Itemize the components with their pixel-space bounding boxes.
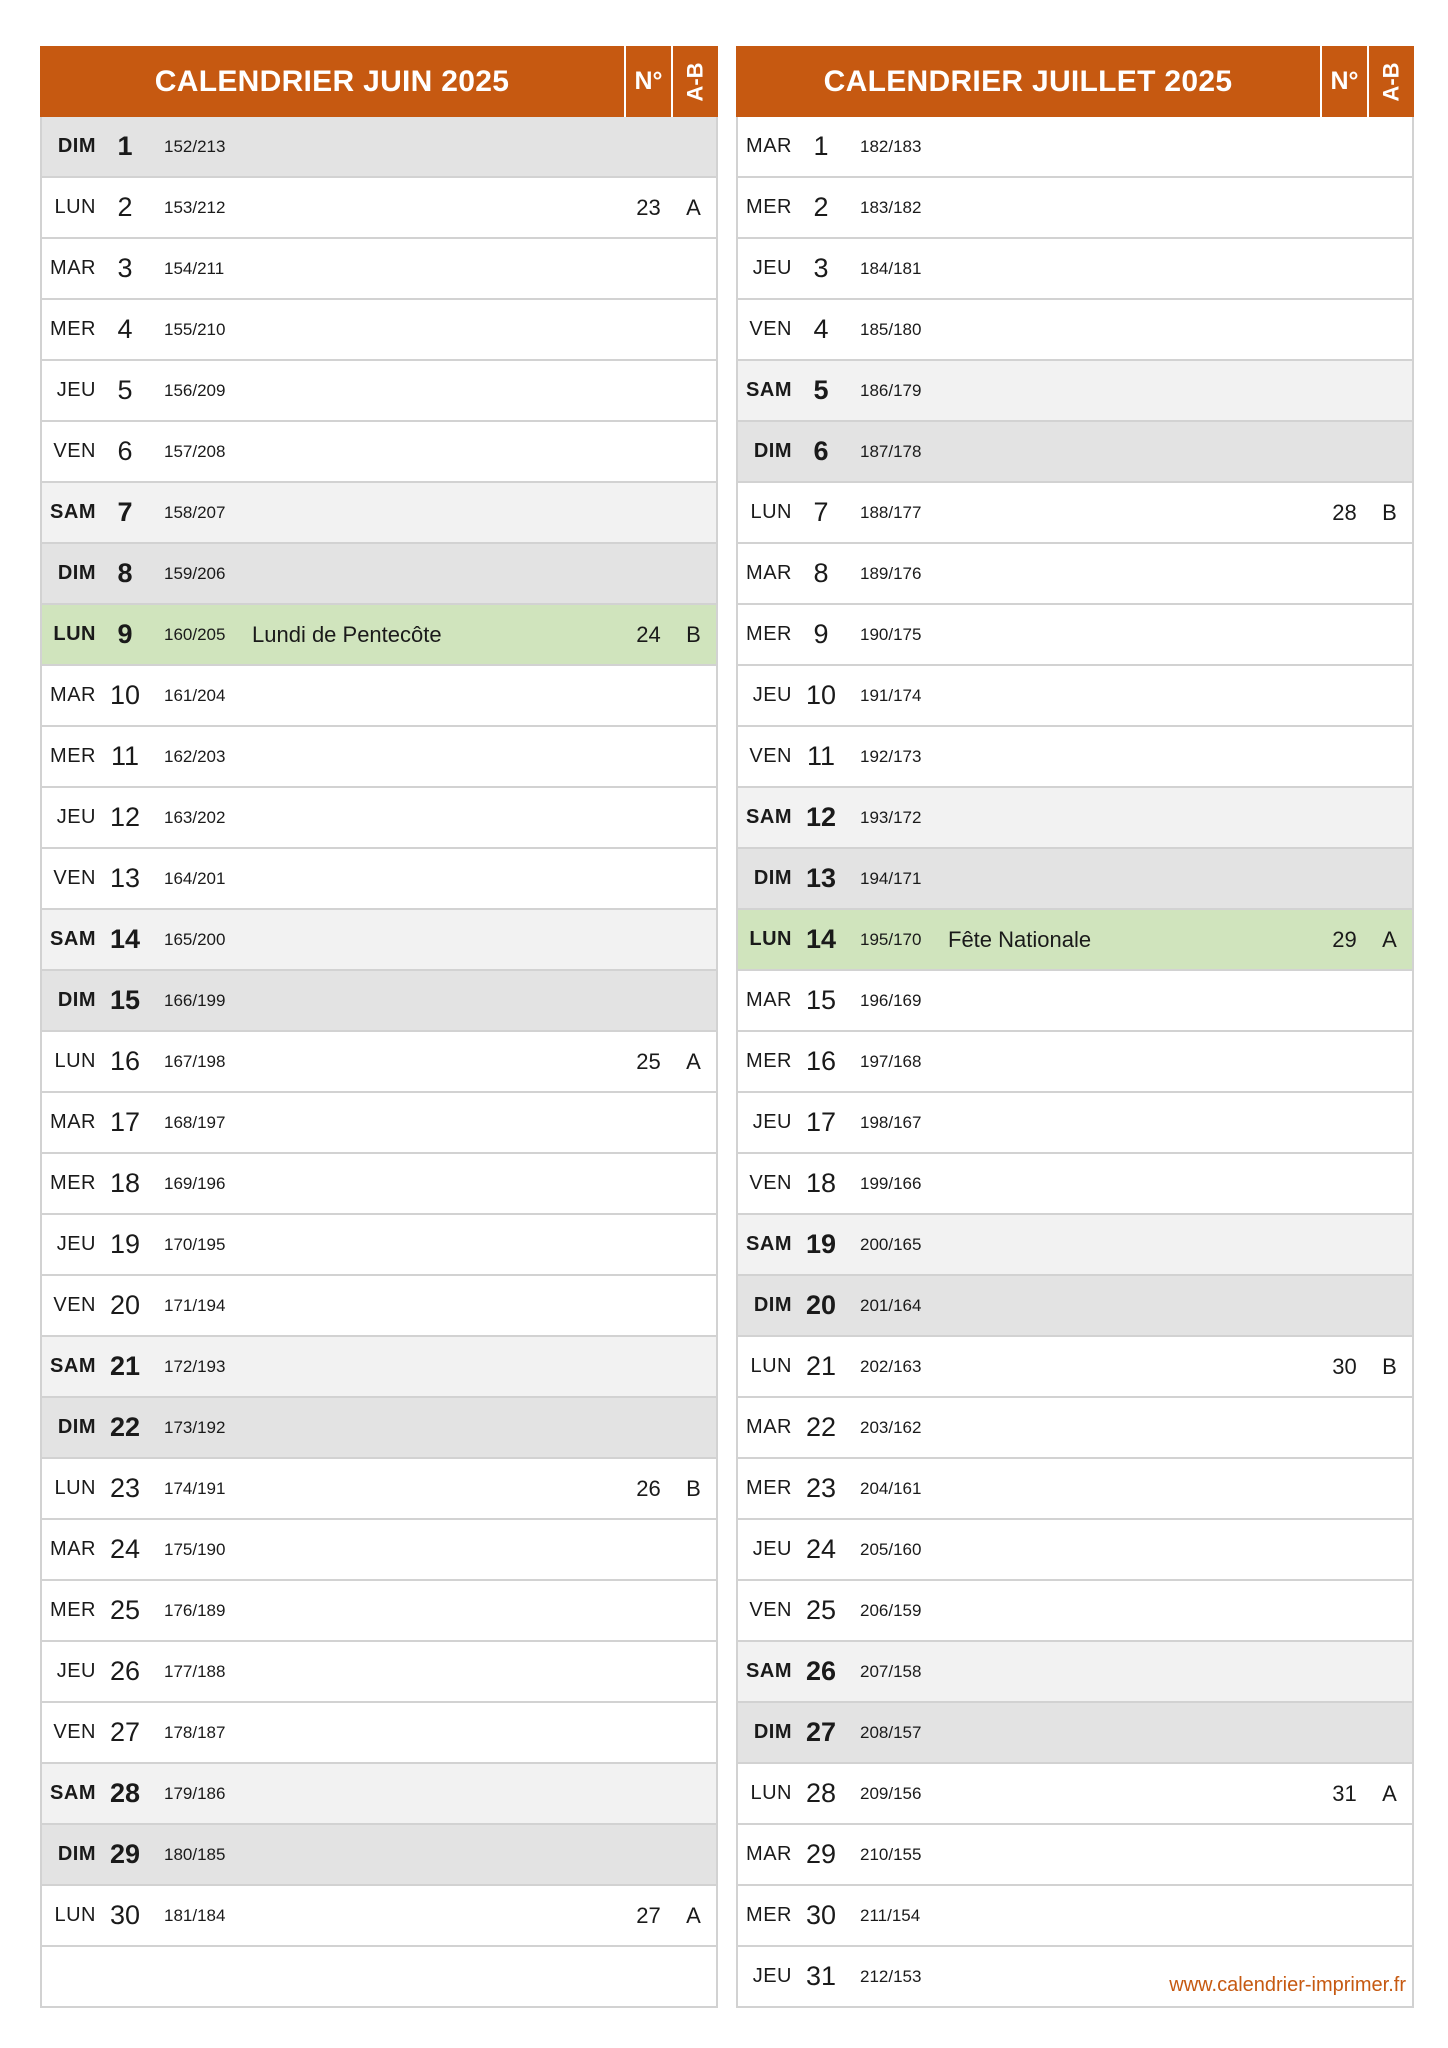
day-of-year: 197/168 (860, 1051, 922, 1071)
day-number: 14 (805, 924, 837, 954)
day-row (42, 1398, 716, 1459)
day-of-year: 165/200 (164, 929, 226, 949)
day-of-week: MAR (746, 1416, 792, 1438)
day-number: 11 (806, 741, 836, 771)
day-number: 12 (805, 802, 837, 832)
day-number: 27 (109, 1717, 141, 1747)
day-row (738, 422, 1412, 483)
day-of-year: 164/201 (164, 868, 226, 888)
day-of-week: MAR (50, 684, 96, 706)
day-of-week: VEN (53, 1721, 96, 1743)
day-number: 31 (805, 1961, 837, 1991)
week-number-header: N° (1320, 46, 1367, 117)
day-number: 9 (117, 619, 133, 649)
day-of-year: 209/156 (860, 1783, 922, 1803)
week-ab: A (1382, 1780, 1397, 1806)
day-row (42, 1581, 716, 1642)
day-of-year: 181/184 (164, 1905, 226, 1925)
day-number: 29 (805, 1839, 837, 1869)
day-of-year: 198/167 (860, 1112, 922, 1132)
day-of-week: MER (50, 745, 96, 767)
day-row (42, 483, 716, 544)
day-of-week: MAR (50, 1111, 96, 1133)
day-of-year: 205/160 (860, 1539, 922, 1559)
day-number: 8 (813, 558, 829, 588)
day-of-week: MAR (746, 562, 792, 584)
day-number: 8 (117, 558, 133, 588)
day-of-week: DIM (57, 1416, 96, 1438)
day-of-year: 177/188 (164, 1661, 226, 1681)
day-row (738, 1642, 1412, 1703)
day-row (42, 117, 716, 178)
day-row (738, 666, 1412, 727)
day-row (42, 1886, 716, 1947)
day-of-week: VEN (53, 867, 96, 889)
day-row (42, 1093, 716, 1154)
day-of-week: LUN (750, 1782, 792, 1804)
day-of-year: 176/189 (164, 1600, 226, 1620)
week-number: 24 (636, 621, 661, 647)
day-of-year: 160/205 (164, 624, 226, 644)
week-number: 26 (636, 1475, 661, 1501)
day-of-week: MER (746, 623, 792, 645)
day-number: 19 (109, 1229, 141, 1259)
day-number: 10 (109, 680, 141, 710)
day-of-year: 211/154 (860, 1905, 921, 1925)
day-row (738, 1520, 1412, 1581)
day-number: 27 (805, 1717, 837, 1747)
day-of-year: 202/163 (860, 1356, 922, 1376)
day-row (738, 361, 1412, 422)
day-number: 13 (109, 863, 141, 893)
day-number: 4 (117, 314, 133, 344)
week-ab: B (1382, 499, 1397, 525)
day-number: 26 (109, 1656, 141, 1686)
day-of-week: MAR (746, 1843, 792, 1865)
day-of-week: VEN (749, 318, 792, 340)
day-of-year: 193/172 (860, 807, 922, 827)
day-of-year: 192/173 (860, 746, 922, 766)
calendar-header (40, 46, 718, 117)
day-row (42, 361, 716, 422)
week-number: 23 (636, 194, 661, 220)
day-of-year: 185/180 (860, 319, 922, 339)
day-row (738, 1154, 1412, 1215)
day-row (42, 971, 716, 1032)
day-of-year: 173/192 (164, 1417, 226, 1437)
day-of-year: 207/158 (860, 1661, 922, 1681)
day-of-year: 157/208 (164, 441, 226, 461)
day-row (42, 300, 716, 361)
day-row (42, 1032, 716, 1093)
day-note: Lundi de Pentecôte (252, 621, 442, 647)
day-of-week: DIM (57, 562, 96, 584)
day-of-year: 195/170 (860, 929, 922, 949)
day-number: 17 (805, 1107, 837, 1137)
day-of-week: JEU (752, 684, 792, 706)
day-row (738, 910, 1412, 971)
day-row (42, 788, 716, 849)
week-ab: A (1382, 926, 1397, 952)
day-number: 15 (805, 985, 837, 1015)
day-of-year: 201/164 (860, 1295, 922, 1315)
day-of-week: SAM (50, 928, 96, 950)
day-row (42, 1825, 716, 1886)
footer-website[interactable]: www.calendrier-imprimer.fr (1169, 1974, 1406, 1996)
day-row (738, 1337, 1412, 1398)
day-of-year: 200/165 (860, 1234, 922, 1254)
calendar-title: CALENDRIER JUIN 2025 (154, 64, 510, 98)
day-row (42, 666, 716, 727)
day-of-year: 154/211 (164, 258, 225, 278)
day-of-week: JEU (56, 379, 96, 401)
day-row (738, 788, 1412, 849)
day-of-week: MAR (50, 257, 96, 279)
day-number: 22 (805, 1412, 837, 1442)
week-number: 25 (636, 1048, 661, 1074)
day-number: 16 (109, 1046, 141, 1076)
day-number: 26 (805, 1656, 837, 1686)
day-number: 5 (117, 375, 133, 405)
day-row (738, 849, 1412, 910)
day-number: 17 (109, 1107, 141, 1137)
day-of-week: MAR (746, 135, 792, 157)
day-number: 21 (805, 1351, 837, 1381)
day-of-year: 172/193 (164, 1356, 226, 1376)
day-of-week: LUN (54, 1904, 96, 1926)
day-number: 29 (109, 1839, 141, 1869)
day-of-week: JEU (56, 1233, 96, 1255)
day-of-week: VEN (749, 1599, 792, 1621)
day-of-week: MAR (746, 989, 792, 1011)
day-of-year: 212/153 (860, 1966, 922, 1986)
day-of-year: 210/155 (860, 1844, 922, 1864)
day-rows (42, 117, 716, 2006)
day-row (738, 1703, 1412, 1764)
day-row (42, 849, 716, 910)
day-row (42, 1520, 716, 1581)
day-of-year: 203/162 (860, 1417, 922, 1437)
day-row (738, 1215, 1412, 1276)
day-of-year: 178/187 (164, 1722, 226, 1742)
day-number: 7 (813, 497, 829, 527)
day-of-year: 170/195 (164, 1234, 226, 1254)
day-of-week: SAM (746, 1660, 792, 1682)
day-of-week: LUN (53, 623, 96, 645)
day-number: 6 (813, 436, 829, 466)
day-row (42, 1642, 716, 1703)
day-of-year: 175/190 (164, 1539, 226, 1559)
week-number: 27 (636, 1902, 661, 1928)
day-row (42, 910, 716, 971)
day-of-week: DIM (753, 1294, 792, 1316)
week-ab: A (686, 1902, 701, 1928)
day-of-week: MER (746, 1904, 792, 1926)
day-number: 2 (117, 192, 133, 222)
day-row (42, 1337, 716, 1398)
week-number-header: N° (624, 46, 671, 117)
day-number: 20 (109, 1290, 141, 1320)
day-row (42, 1215, 716, 1276)
day-of-week: VEN (749, 745, 792, 767)
day-of-week: JEU (56, 806, 96, 828)
day-number: 20 (805, 1290, 837, 1320)
day-of-year: 187/178 (860, 441, 922, 461)
day-row (738, 178, 1412, 239)
day-number: 6 (117, 436, 133, 466)
day-number: 13 (805, 863, 837, 893)
day-of-week: LUN (54, 1050, 96, 1072)
day-of-year: 208/157 (860, 1722, 922, 1742)
day-number: 24 (805, 1534, 837, 1564)
day-of-week: SAM (50, 501, 96, 523)
week-ab-header (671, 46, 718, 117)
day-of-week: JEU (752, 1538, 792, 1560)
day-of-year: 163/202 (164, 807, 226, 827)
day-number: 28 (805, 1778, 837, 1808)
day-of-week: JEU (752, 257, 792, 279)
day-number: 19 (805, 1229, 837, 1259)
day-of-year: 156/209 (164, 380, 226, 400)
day-of-year: 194/171 (860, 868, 922, 888)
day-note: Fête Nationale (948, 926, 1092, 952)
calendar-title: CALENDRIER JUILLET 2025 (823, 64, 1233, 98)
day-number: 5 (813, 375, 829, 405)
day-of-week: MER (50, 1172, 96, 1194)
day-number: 1 (813, 131, 829, 161)
day-of-week: LUN (750, 1355, 792, 1377)
day-of-week: MAR (50, 1538, 96, 1560)
day-of-year: 169/196 (164, 1173, 226, 1193)
day-of-year: 183/182 (860, 197, 922, 217)
week-ab: B (686, 1475, 701, 1501)
day-of-year: 162/203 (164, 746, 226, 766)
day-of-week: MER (746, 1477, 792, 1499)
calendar-july (736, 46, 1414, 2008)
day-number: 2 (813, 192, 829, 222)
day-row (738, 483, 1412, 544)
day-number: 30 (805, 1900, 837, 1930)
day-row (738, 1581, 1412, 1642)
day-rows (738, 117, 1412, 2006)
day-row (42, 1764, 716, 1825)
day-number: 3 (813, 253, 829, 283)
day-of-year: 155/210 (164, 319, 226, 339)
day-of-week: DIM (753, 440, 792, 462)
week-ab-header (1367, 46, 1414, 117)
day-number: 21 (109, 1351, 141, 1381)
day-row (42, 1276, 716, 1337)
calendar-june (40, 46, 718, 2008)
day-of-week: LUN (750, 501, 792, 523)
day-number: 16 (805, 1046, 837, 1076)
day-number: 25 (805, 1595, 837, 1625)
day-row (42, 1459, 716, 1520)
day-row (738, 544, 1412, 605)
day-of-week: LUN (54, 1477, 96, 1499)
day-of-week: SAM (746, 806, 792, 828)
day-of-week: DIM (57, 989, 96, 1011)
day-row (42, 422, 716, 483)
day-row (738, 1032, 1412, 1093)
day-row (738, 1459, 1412, 1520)
day-of-year: 184/181 (860, 258, 922, 278)
day-of-year: 186/179 (860, 380, 922, 400)
day-number: 30 (109, 1900, 141, 1930)
day-of-week: JEU (56, 1660, 96, 1682)
day-of-week: LUN (749, 928, 792, 950)
day-row (738, 1825, 1412, 1886)
day-of-week: SAM (746, 379, 792, 401)
week-ab: A (686, 1048, 701, 1074)
day-of-year: 206/159 (860, 1600, 922, 1620)
day-of-week: DIM (753, 867, 792, 889)
day-row (738, 239, 1412, 300)
day-of-year: 179/186 (164, 1783, 226, 1803)
day-row (42, 1154, 716, 1215)
day-number: 14 (109, 924, 141, 954)
day-number: 1 (117, 131, 133, 161)
day-row (738, 1764, 1412, 1825)
day-number: 11 (110, 741, 140, 771)
day-number: 18 (805, 1168, 837, 1198)
day-row (42, 1703, 716, 1764)
day-of-week: SAM (746, 1233, 792, 1255)
day-row (738, 117, 1412, 178)
day-of-year: 182/183 (860, 136, 922, 156)
day-of-year: 152/213 (164, 136, 226, 156)
day-number: 18 (109, 1168, 141, 1198)
day-of-year: 188/177 (860, 502, 922, 522)
day-row (738, 300, 1412, 361)
calendar-header (736, 46, 1414, 117)
day-row (738, 1276, 1412, 1337)
day-of-week: SAM (50, 1355, 96, 1377)
day-of-week: DIM (753, 1721, 792, 1743)
day-row (42, 178, 716, 239)
week-number: 28 (1332, 499, 1357, 525)
day-number: 12 (109, 802, 141, 832)
day-of-week: LUN (54, 196, 96, 218)
day-number: 9 (813, 619, 829, 649)
day-number: 25 (109, 1595, 141, 1625)
week-ab: B (686, 621, 701, 647)
week-number: 29 (1332, 926, 1357, 952)
day-row (42, 544, 716, 605)
day-of-year: 171/194 (164, 1295, 226, 1315)
day-of-year: 191/174 (860, 685, 922, 705)
day-row (738, 1886, 1412, 1947)
day-number: 7 (117, 497, 133, 527)
day-number: 15 (109, 985, 141, 1015)
day-of-year: 158/207 (164, 502, 226, 522)
day-of-week: MER (746, 1050, 792, 1072)
day-of-week: MER (746, 196, 792, 218)
day-row (738, 605, 1412, 666)
day-row (42, 239, 716, 300)
day-of-week: JEU (752, 1965, 792, 1987)
empty-row (42, 1947, 716, 2006)
day-number: 23 (805, 1473, 837, 1503)
day-number: 28 (109, 1778, 141, 1808)
day-of-week: DIM (57, 135, 96, 157)
day-of-week: JEU (752, 1111, 792, 1133)
day-row (738, 727, 1412, 788)
day-of-week: VEN (53, 1294, 96, 1316)
week-number: 31 (1332, 1780, 1357, 1806)
day-of-year: 180/185 (164, 1844, 226, 1864)
day-number: 22 (109, 1412, 141, 1442)
day-of-year: 189/176 (860, 563, 922, 583)
day-of-week: VEN (53, 440, 96, 462)
day-of-year: 174/191 (164, 1478, 226, 1498)
day-number: 3 (117, 253, 133, 283)
day-of-year: 161/204 (164, 685, 226, 705)
day-of-year: 190/175 (860, 624, 922, 644)
day-number: 23 (109, 1473, 141, 1503)
week-ab-header-label: A-B (682, 61, 708, 102)
day-of-week: SAM (50, 1782, 96, 1804)
day-row (738, 971, 1412, 1032)
day-row (42, 727, 716, 788)
week-ab: B (1382, 1353, 1397, 1379)
day-row (738, 1093, 1412, 1154)
day-row (738, 1398, 1412, 1459)
day-of-year: 204/161 (860, 1478, 922, 1498)
day-number: 10 (805, 680, 837, 710)
day-of-year: 167/198 (164, 1051, 226, 1071)
day-of-year: 199/166 (860, 1173, 922, 1193)
day-number: 24 (109, 1534, 141, 1564)
day-of-year: 196/169 (860, 990, 922, 1010)
day-of-week: MER (50, 318, 96, 340)
week-ab-header-label: A-B (1378, 61, 1404, 102)
day-of-year: 159/206 (164, 563, 226, 583)
day-row (42, 605, 716, 666)
day-of-year: 153/212 (164, 197, 226, 217)
day-of-year: 166/199 (164, 990, 226, 1010)
day-of-week: DIM (57, 1843, 96, 1865)
day-of-week: MER (50, 1599, 96, 1621)
week-number: 30 (1332, 1353, 1357, 1379)
day-of-week: VEN (749, 1172, 792, 1194)
day-of-year: 168/197 (164, 1112, 226, 1132)
week-ab: A (686, 194, 701, 220)
day-number: 4 (813, 314, 829, 344)
